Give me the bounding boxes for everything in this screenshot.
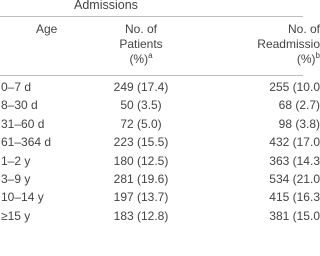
patients-cell: 281 (19.6) [113,172,169,186]
footnote-marker-b: b [315,51,320,60]
header-readmissions-line1: No. of [287,22,320,36]
age-cell: 8–30 d [1,98,38,113]
patients-cell: 183 (12.8) [113,208,169,223]
readmissions-cell: 415 (16.3 [269,190,320,205]
patients-cell: 249 (17.4) [113,80,169,94]
readmissions-cell: 381 (15.0 [269,208,320,223]
table-row [0,172,320,190]
age-cell: 31–60 d [1,116,45,131]
age-cell: ≥15 y [1,208,31,223]
patients-cell: 180 (12.5) [113,153,169,168]
table-caption: Admissions [74,0,138,12]
readmissions-cell: 98 (3.8) [278,116,320,131]
header-patients [100,22,182,67]
table-row [0,116,320,135]
age-cell: 61–364 d [1,135,52,150]
age-cell: 10–14 y [1,190,44,205]
patients-cell: 223 (15.5) [113,135,169,150]
age-cell: 0–7 d [1,80,32,94]
header-patients-pct: (%) [129,52,149,66]
header-patients-line2: Patients [119,37,163,51]
header-patients-line1: No. of [124,22,157,36]
header-readmissions [240,22,320,67]
readmissions-cell: 68 (2.7) [278,98,320,113]
patients-cell: 50 (3.5) [120,98,162,113]
readmissions-cell: 534 (21.0 [269,172,320,186]
header-readmissions-pct: (%) [296,52,316,66]
header-patients-line3 [100,52,182,67]
table-row [0,80,320,98]
caption-rule [0,16,303,17]
age-cell: 1–2 y [1,153,31,168]
header-readmissions-line2: Readmissio [257,37,320,51]
readmissions-cell: 363 (14.3 [269,153,320,168]
table-row [0,190,320,208]
header-age: Age [36,22,58,36]
table-row [0,135,320,153]
header-rule [0,75,303,76]
readmissions-cell: 432 (17.0 [269,135,320,150]
patients-cell: 72 (5.0) [120,116,162,131]
readmissions-cell: 255 (10.0 [269,80,320,94]
patients-cell: 197 (13.7) [113,190,169,205]
footnote-marker-a: a [148,51,153,60]
table-row [0,208,320,227]
header-readmissions-line3 [240,52,320,67]
table-row [0,98,320,116]
table-row [0,153,320,172]
age-cell: 3–9 y [1,172,31,186]
